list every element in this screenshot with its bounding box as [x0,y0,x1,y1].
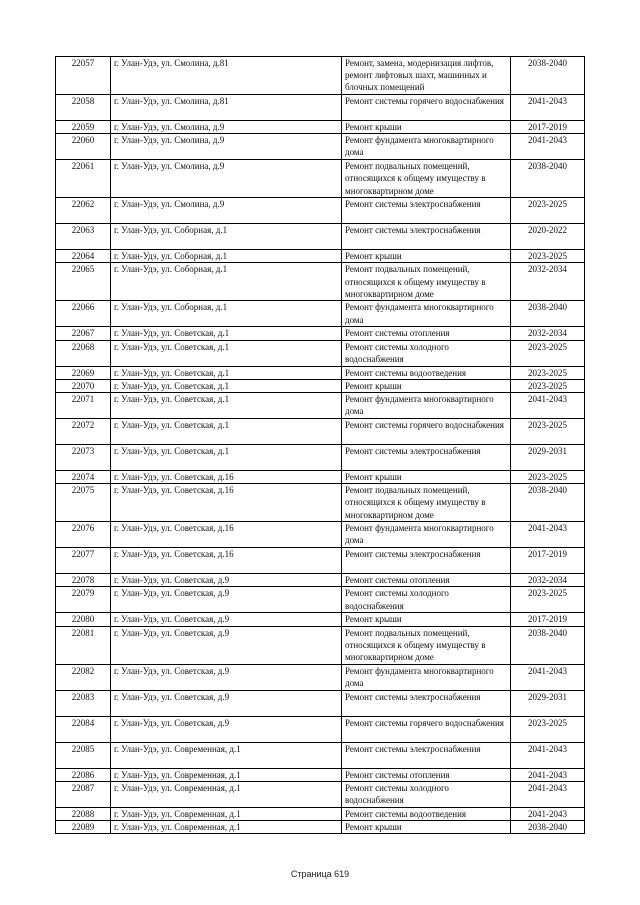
row-address: г. Улан-Удэ, ул. Советская, д.16 [111,548,342,574]
row-number: 22088 [56,807,111,820]
row-work-type: Ремонт системы электроснабжения [342,742,511,768]
row-years: 2038-2040 [511,57,585,95]
row-years: 2029-2031 [511,445,585,471]
row-number: 22069 [56,366,111,379]
row-number: 22059 [56,121,111,134]
row-number: 22064 [56,250,111,263]
row-work-type: Ремонт фундамента многоквартирного дома [342,664,511,690]
row-work-type: Ремонт системы отопления [342,768,511,781]
row-work-type: Ремонт системы горячего водоснабжения [342,95,511,121]
row-address: г. Улан-Удэ, ул. Советская, д.9 [111,716,342,742]
row-work-type: Ремонт системы холодного водоснабжения [342,587,511,613]
row-work-type: Ремонт системы электроснабжения [342,445,511,471]
row-number: 22082 [56,664,111,690]
row-address: г. Улан-Удэ, ул. Смолина, д.81 [111,57,342,95]
row-years: 2029-2031 [511,690,585,716]
row-address: г. Улан-Удэ, ул. Смолина, д.9 [111,121,342,134]
row-years: 2041-2043 [511,768,585,781]
row-address: г. Улан-Удэ, ул. Советская, д.16 [111,484,342,522]
row-work-type: Ремонт системы электроснабжения [342,548,511,574]
row-years: 2038-2040 [511,626,585,664]
row-work-type: Ремонт фундамента многоквартирного дома [342,134,511,160]
row-address: г. Улан-Удэ, ул. Советская, д.1 [111,419,342,445]
row-number: 22068 [56,340,111,366]
row-work-type: Ремонт крыши [342,379,511,392]
row-address: г. Улан-Удэ, ул. Соборная, д.1 [111,301,342,327]
row-years: 2032-2034 [511,574,585,587]
row-address: г. Улан-Удэ, ул. Советская, д.9 [111,613,342,626]
row-number: 22087 [56,781,111,807]
row-number: 22063 [56,224,111,250]
row-work-type: Ремонт системы горячего водоснабжения [342,419,511,445]
row-years: 2038-2040 [511,821,585,834]
row-years: 2041-2043 [511,742,585,768]
row-years: 2041-2043 [511,781,585,807]
row-number: 22076 [56,522,111,548]
row-years: 2023-2025 [511,587,585,613]
row-address: г. Улан-Удэ, ул. Советская, д.9 [111,690,342,716]
row-number: 22061 [56,160,111,198]
row-work-type: Ремонт системы холодного водоснабжения [342,781,511,807]
row-years: 2017-2019 [511,613,585,626]
row-work-type: Ремонт крыши [342,250,511,263]
row-address: г. Улан-Удэ, ул. Советская, д.9 [111,664,342,690]
row-number: 22070 [56,379,111,392]
row-address: г. Улан-Удэ, ул. Смолина, д.9 [111,160,342,198]
row-number: 22066 [56,301,111,327]
row-address: г. Улан-Удэ, ул. Соборная, д.1 [111,250,342,263]
row-work-type: Ремонт крыши [342,471,511,484]
row-address: г. Улан-Удэ, ул. Советская, д.1 [111,366,342,379]
row-years: 2038-2040 [511,484,585,522]
row-work-type: Ремонт системы электроснабжения [342,224,511,250]
row-years: 2017-2019 [511,548,585,574]
row-work-type: Ремонт системы электроснабжения [342,198,511,224]
row-number: 22089 [56,821,111,834]
row-number: 22084 [56,716,111,742]
row-years: 2041-2043 [511,134,585,160]
row-address: г. Улан-Удэ, ул. Советская, д.1 [111,327,342,340]
row-work-type: Ремонт, замена, модернизация лифтов, ремонт лифтовых шахт, машинных и блочных помещений [342,57,511,95]
row-address: г. Улан-Удэ, ул. Советская, д.9 [111,574,342,587]
row-work-type: Ремонт крыши [342,613,511,626]
row-number: 22072 [56,419,111,445]
row-work-type: Ремонт фундамента многоквартирного дома [342,522,511,548]
row-work-type: Ремонт системы водоотведения [342,807,511,820]
table-body [56,57,585,834]
row-years: 2041-2043 [511,393,585,419]
row-years: 2041-2043 [511,95,585,121]
row-number: 22075 [56,484,111,522]
row-work-type: Ремонт фундамента многоквартирного дома [342,393,511,419]
row-years: 2032-2034 [511,327,585,340]
row-address: г. Улан-Удэ, ул. Соборная, д.1 [111,263,342,301]
row-work-type: Ремонт системы водоотведения [342,366,511,379]
row-address: г. Улан-Удэ, ул. Современная, д.1 [111,821,342,834]
row-number: 22065 [56,263,111,301]
row-years: 2023-2025 [511,366,585,379]
row-work-type: Ремонт фундамента многоквартирного дома [342,301,511,327]
row-number: 22071 [56,393,111,419]
row-number: 22057 [56,57,111,95]
row-years: 2041-2043 [511,522,585,548]
row-work-type: Ремонт системы отопления [342,327,511,340]
row-years: 2017-2019 [511,121,585,134]
row-address: г. Улан-Удэ, ул. Современная, д.1 [111,807,342,820]
row-work-type: Ремонт подвальных помещений, относящихся к общему имуществу в многоквартирном доме [342,263,511,301]
row-work-type: Ремонт крыши [342,121,511,134]
row-number: 22079 [56,587,111,613]
row-address: г. Улан-Удэ, ул. Соборная, д.1 [111,224,342,250]
row-years: 2038-2040 [511,301,585,327]
row-years: 2041-2043 [511,807,585,820]
repair-schedule-table [55,56,585,834]
row-work-type: Ремонт системы отопления [342,574,511,587]
row-number: 22081 [56,626,111,664]
row-work-type: Ремонт подвальных помещений, относящихся к общему имуществу в многоквартирном доме [342,160,511,198]
row-address: г. Улан-Удэ, ул. Смолина, д.81 [111,95,342,121]
row-years: 2023-2025 [511,340,585,366]
row-address: г. Улан-Удэ, ул. Советская, д.1 [111,445,342,471]
row-address: г. Улан-Удэ, ул. Современная, д.1 [111,781,342,807]
row-work-type: Ремонт системы холодного водоснабжения [342,340,511,366]
row-address: г. Улан-Удэ, ул. Современная, д.1 [111,768,342,781]
page-number: Страница 619 [290,869,350,879]
row-years: 2023-2025 [511,379,585,392]
row-address: г. Улан-Удэ, ул. Смолина, д.9 [111,198,342,224]
row-number: 22080 [56,613,111,626]
row-number: 22086 [56,768,111,781]
row-number: 22083 [56,690,111,716]
row-years: 2032-2034 [511,263,585,301]
row-work-type: Ремонт системы электроснабжения [342,690,511,716]
row-address: г. Улан-Удэ, ул. Советская, д.1 [111,393,342,419]
row-years: 2023-2025 [511,471,585,484]
row-number: 22062 [56,198,111,224]
row-number: 22085 [56,742,111,768]
row-address: г. Улан-Удэ, ул. Смолина, д.9 [111,134,342,160]
row-number: 22078 [56,574,111,587]
row-number: 22074 [56,471,111,484]
row-years: 2020-2022 [511,224,585,250]
row-number: 22060 [56,134,111,160]
row-years: 2038-2040 [511,160,585,198]
row-number: 22058 [56,95,111,121]
row-address: г. Улан-Удэ, ул. Советская, д.9 [111,587,342,613]
row-address: г. Улан-Удэ, ул. Советская, д.16 [111,522,342,548]
row-work-type: Ремонт системы горячего водоснабжения [342,716,511,742]
row-work-type: Ремонт крыши [342,821,511,834]
row-years: 2023-2025 [511,198,585,224]
row-address: г. Улан-Удэ, ул. Советская, д.1 [111,340,342,366]
row-years: 2041-2043 [511,664,585,690]
row-years: 2023-2025 [511,419,585,445]
row-address: г. Улан-Удэ, ул. Современная, д.1 [111,742,342,768]
row-years: 2023-2025 [511,250,585,263]
row-address: г. Улан-Удэ, ул. Советская, д.9 [111,626,342,664]
row-number: 22073 [56,445,111,471]
row-work-type: Ремонт подвальных помещений, относящихся к общему имуществу в многоквартирном доме [342,484,511,522]
row-years: 2023-2025 [511,716,585,742]
row-number: 22077 [56,548,111,574]
row-number: 22067 [56,327,111,340]
row-address: г. Улан-Удэ, ул. Советская, д.16 [111,471,342,484]
row-address: г. Улан-Удэ, ул. Советская, д.1 [111,379,342,392]
row-work-type: Ремонт подвальных помещений, относящихся к общему имуществу в многоквартирном доме [342,626,511,664]
